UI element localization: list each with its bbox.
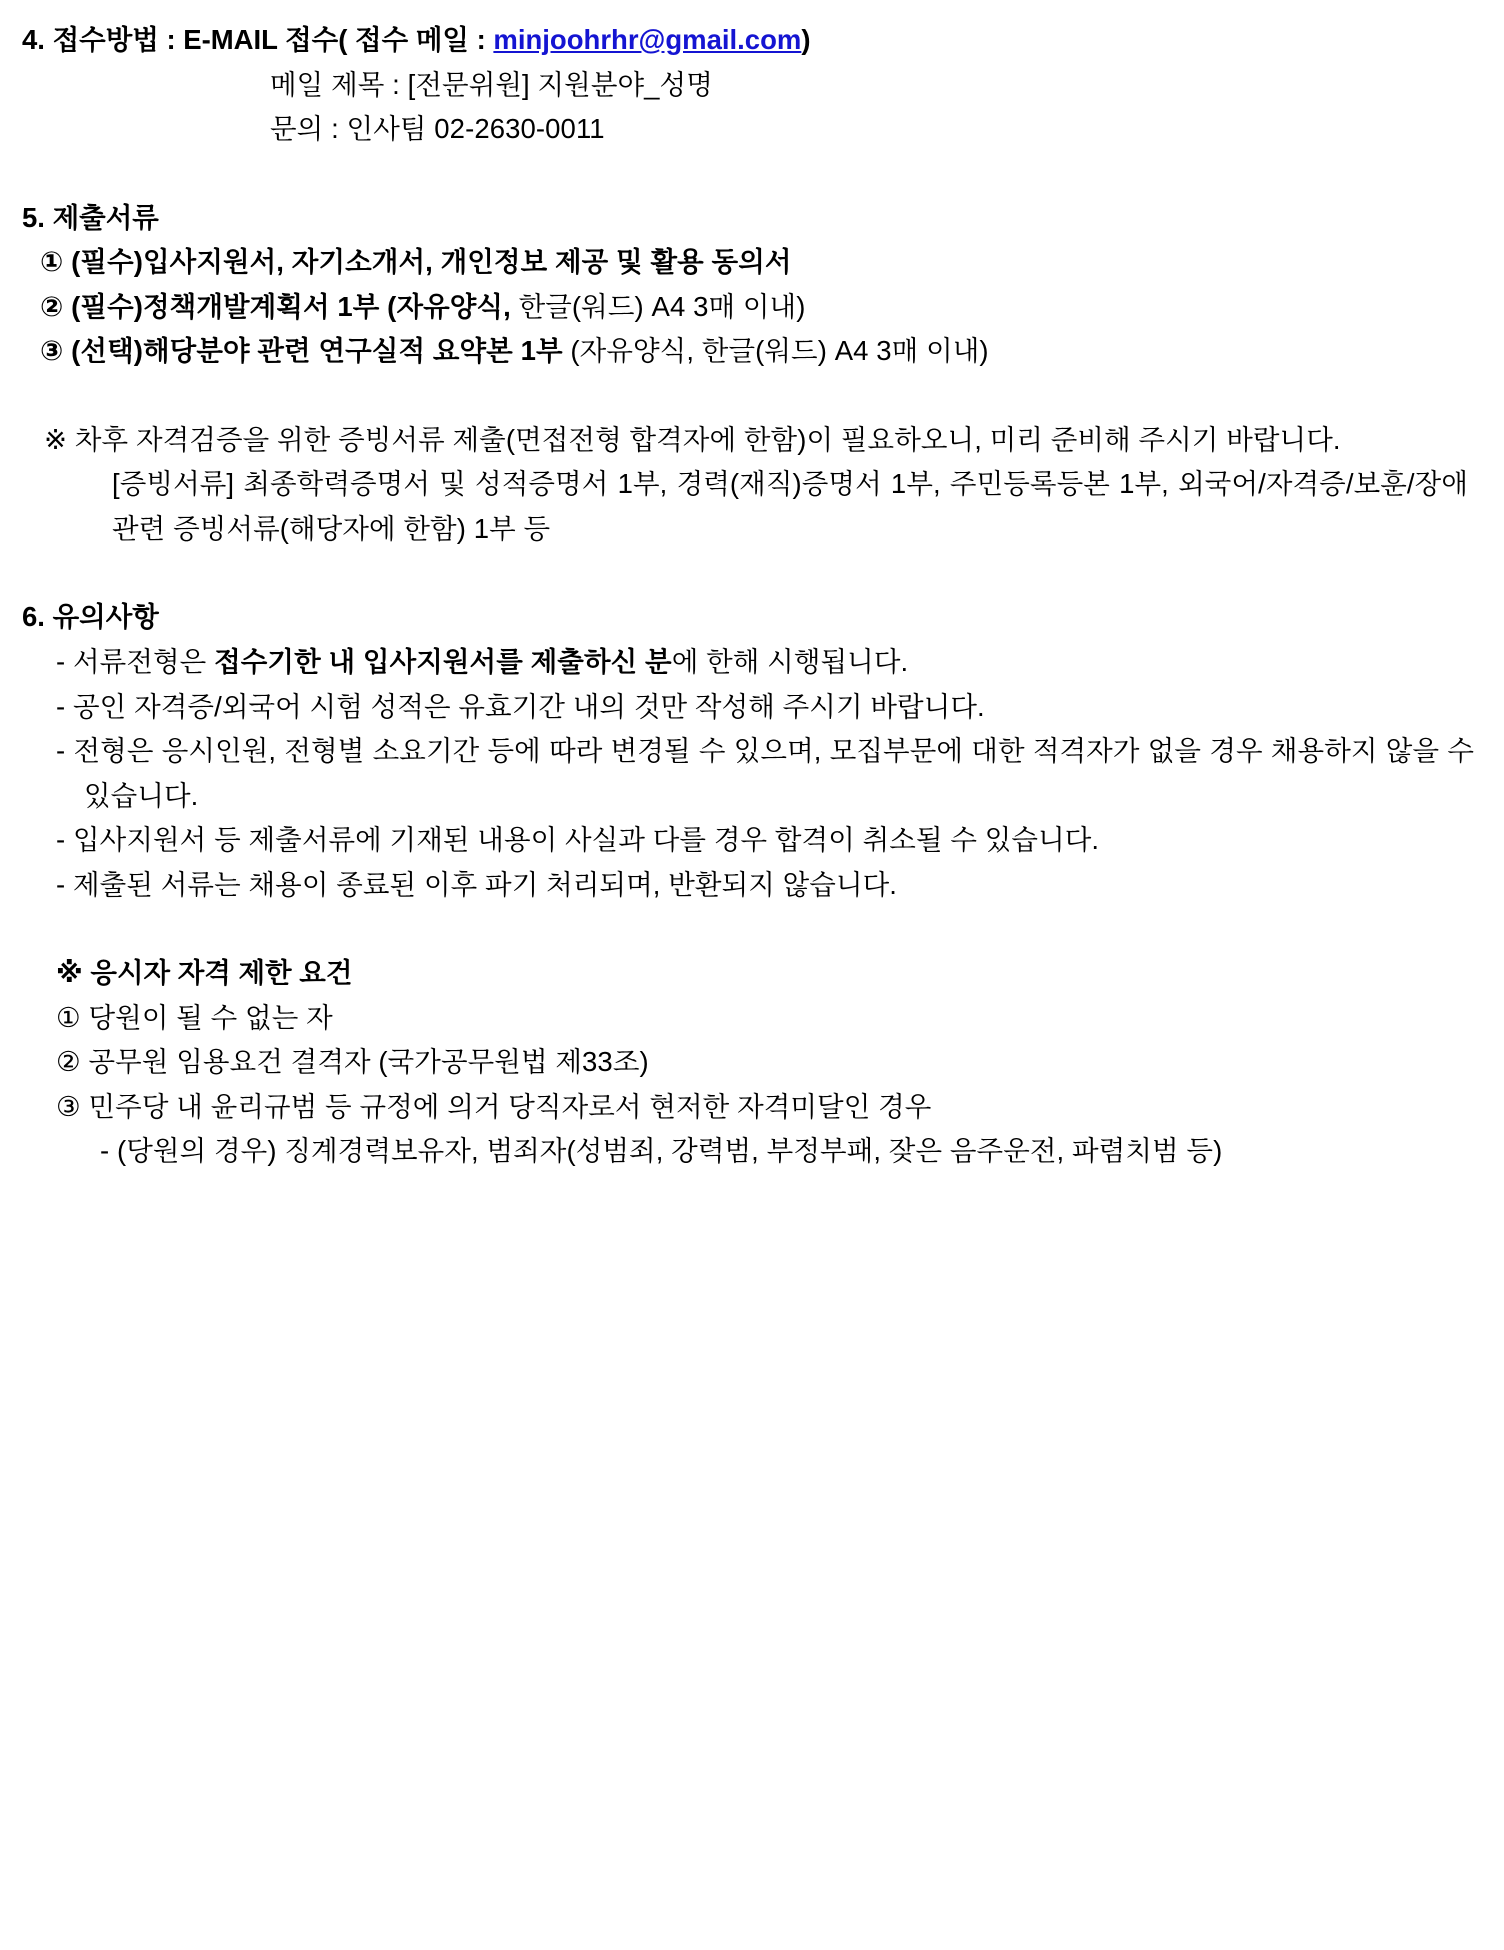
- submission-item-3: [22, 329, 1474, 374]
- section-4: [22, 18, 1474, 152]
- eligibility-item-3-marker: ③: [56, 1090, 81, 1122]
- submission-item-2: [22, 285, 1474, 330]
- notice-bullet-1-marker: -: [56, 646, 66, 678]
- submission-item-1-marker: ①: [40, 246, 64, 278]
- spacer: [22, 907, 1474, 951]
- notice-bullet-1-post: 에 한해 시행됩니다.: [671, 646, 909, 678]
- notice-bullet-4-marker: -: [56, 824, 66, 856]
- eligibility-item-3-text: 민주당 내 윤리규범 등 규정에 의거 당직자로서 현저한 자격미달인 경우: [88, 1090, 932, 1122]
- notice-bullet-3: [22, 729, 1482, 818]
- section-4-heading-text: 4. 접수방법 : E-MAIL 접수( 접수 메일 :: [22, 24, 494, 55]
- spacer: [22, 152, 1474, 196]
- notice-bullet-1: [22, 640, 1474, 685]
- eligibility-item-1-text: 당원이 될 수 없는 자: [88, 1001, 333, 1033]
- section-6: [22, 595, 1482, 1174]
- notice-bullet-5-text: 제출된 서류는 채용이 종료된 이후 파기 처리되며, 반환되지 않습니다.: [73, 868, 898, 900]
- submission-item-3-normal: (자유양식, 한글(워드) A4 3매 이내): [562, 335, 989, 367]
- section-4-heading-tail: ): [801, 24, 811, 55]
- evidence-list: [증빙서류] 최종학력증명서 및 성적증명서 1부, 경력(재직)증명서 1부, 주민등록등본 1부, 외국어/자격증/보훈/장애 관련 증빙서류(해당자에 한함) 1부 등: [112, 468, 1476, 544]
- submission-item-1: [22, 240, 1474, 285]
- spacer: [22, 374, 1474, 418]
- application-email-link[interactable]: minjoohrhr@gmail.com: [493, 24, 802, 55]
- eligibility-item-2-text: 공무원 임용요건 결격자 (국가공무원법 제33조): [88, 1046, 649, 1078]
- submission-item-2-normal: 한글(워드) A4 3매 이내): [510, 290, 806, 322]
- notice-bullet-2-marker: -: [56, 690, 66, 722]
- submission-item-1-bold: (필수)입사지원서, 자기소개서, 개인정보 제공 및 활용 동의서: [71, 246, 792, 278]
- notice-bullet-5-marker: -: [56, 868, 66, 900]
- eligibility-item-3-sub: - (당원의 경우) 징계경력보유자, 범죄자(성범죄, 강력범, 부정부패, 잦은 음주운전, 파렴치범 등): [100, 1135, 1223, 1167]
- notice-bullet-4: [22, 818, 1474, 863]
- submission-item-2-bold: (필수)정책개발계획서 1부 (자유양식,: [71, 290, 511, 322]
- eligibility-item-3: [22, 1085, 1474, 1130]
- submission-item-2-marker: ②: [40, 290, 64, 322]
- section-5: [22, 196, 1474, 552]
- notice-bullet-2-text: 공인 자격증/외국어 시험 성적은 유효기간 내의 것만 작성해 주시기 바랍니다.: [73, 690, 985, 722]
- notice-bullet-1-pre: 서류전형은: [73, 646, 215, 678]
- notice-bullet-3-marker: -: [56, 735, 66, 767]
- eligibility-item-1: [22, 996, 1474, 1041]
- section-6-heading: 6. 유의사항: [22, 601, 159, 633]
- submission-item-3-bold: (선택)해당분야 관련 연구실적 요약본 1부: [71, 335, 563, 367]
- evidence-note: ※ 차후 자격검증을 위한 증빙서류 제출(면접전형 합격자에 한함)이 필요하오니, 미리 준비해 주시기 바랍니다.: [44, 423, 1341, 455]
- contact-line: 문의 : 인사팀 02-2630-0011: [270, 113, 605, 145]
- spacer: [22, 551, 1474, 595]
- section-5-heading: 5. 제출서류: [22, 201, 159, 233]
- eligibility-item-2-marker: ②: [56, 1046, 81, 1078]
- notice-bullet-1-bold: 접수기한 내 입사지원서를 제출하신 분: [214, 646, 672, 678]
- eligibility-item-2: [22, 1040, 1474, 1085]
- eligibility-subheading: ※ 응시자 자격 제한 요건: [56, 957, 353, 989]
- notice-bullet-5: [22, 863, 1474, 908]
- notice-bullet-2: [22, 685, 1474, 730]
- notice-bullet-3-text: 전형은 응시인원, 전형별 소요기간 등에 따라 변경될 수 있으며, 모집부문에 대한 적격자가 없을 경우 채용하지 않을 수 있습니다.: [73, 735, 1482, 811]
- section-4-heading: [22, 18, 1474, 63]
- notice-bullet-4-text: 입사지원서 등 제출서류에 기재된 내용이 사실과 다를 경우 합격이 취소될 수 있습니다.: [73, 824, 1100, 856]
- submission-item-3-marker: ③: [40, 335, 64, 367]
- email-subject-line: 메일 제목 : [전문위원] 지원분야_성명: [270, 68, 713, 100]
- eligibility-item-1-marker: ①: [56, 1001, 81, 1033]
